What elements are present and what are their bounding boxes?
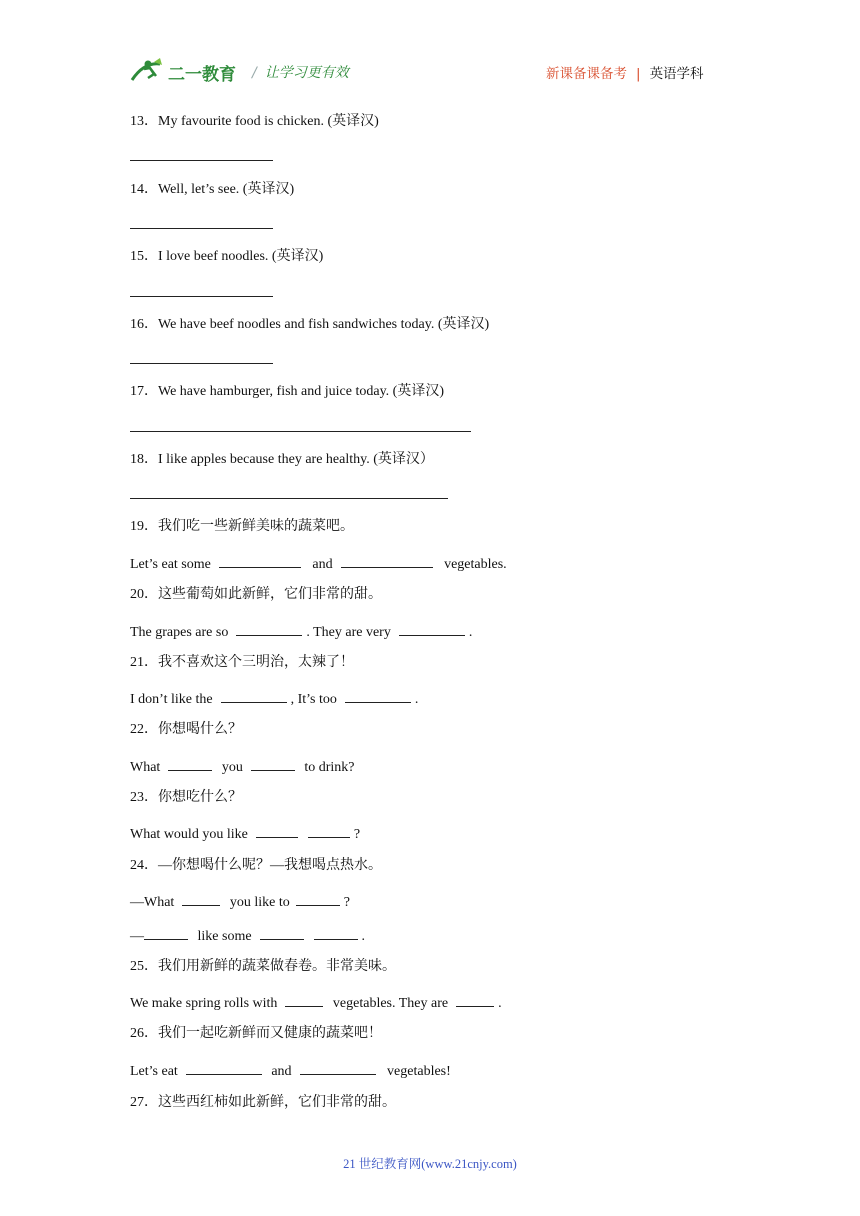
brand-logo: [130, 56, 242, 88]
blank-field[interactable]: [221, 688, 287, 703]
blank-field[interactable]: [456, 992, 494, 1007]
blank-field[interactable]: [399, 621, 465, 636]
question-24-sentence-1: —What you like to ?: [130, 891, 350, 912]
blank-field[interactable]: [182, 891, 220, 906]
answer-line-16: [130, 363, 273, 364]
answer-line-13: [130, 160, 273, 161]
question-24-sentence-2: — like some .: [130, 925, 365, 946]
svg-text:二一教育: 二一教育: [168, 65, 236, 85]
question-16: 16．We have beef noodles and fish sandwiches today. (英译汉): [130, 317, 490, 332]
question-20-sentence: The grapes are so . They are very .: [130, 621, 472, 642]
answer-line-14: [130, 228, 273, 229]
question-21-sentence: I don’t like the , It’s too .: [130, 688, 418, 709]
answer-line-17: [130, 431, 471, 432]
blank-field[interactable]: [345, 688, 411, 703]
question-27: 27．这些西红柿如此新鲜，它们非常的甜。: [130, 1095, 396, 1110]
question-22: 22．你想喝什么？: [130, 722, 242, 737]
blank-field[interactable]: [236, 621, 302, 636]
question-17: 17．We have hamburger, fish and juice today. (英译汉): [130, 384, 445, 399]
question-14: 14．Well, let’s see. (英译汉): [130, 182, 295, 197]
question-24: 24．—你想喝什么呢？—我想喝点热水。: [130, 858, 382, 873]
question-25: 25．我们用新鲜的蔬菜做春卷。非常美味。: [130, 959, 396, 974]
page-header: [0, 0, 860, 100]
blank-field[interactable]: [219, 553, 301, 568]
question-23: 23．你想吃什么？: [130, 790, 242, 805]
question-20: 20．这些葡萄如此新鲜，它们非常的甜。: [130, 587, 382, 602]
question-21: 21．我不喜欢这个三明治，太辣了！: [130, 655, 354, 670]
header-subject: [546, 62, 704, 82]
header-separator: |: [636, 66, 641, 82]
question-26-sentence: Let’s eat and vegetables!: [130, 1060, 451, 1081]
question-23-sentence: What would you like ?: [130, 823, 360, 844]
category-label: 新课备课备考: [546, 66, 627, 82]
question-18: 18．I like apples because they are healthy. (英译汉）: [130, 452, 434, 467]
blank-field[interactable]: [308, 823, 350, 838]
page-footer: 21 世纪教育网(www.21cnjy.com): [343, 1157, 517, 1171]
blank-field[interactable]: [341, 553, 433, 568]
blank-field[interactable]: [314, 925, 358, 940]
blank-field[interactable]: [251, 756, 295, 771]
question-13: 13．My favourite food is chicken. (英译汉): [130, 114, 379, 129]
blank-field[interactable]: [168, 756, 212, 771]
slogan: / 让学习更有效: [252, 65, 349, 81]
blank-field[interactable]: [144, 925, 188, 940]
blank-field[interactable]: [296, 891, 340, 906]
question-26: 26．我们一起吃新鲜而又健康的蔬菜吧！: [130, 1026, 382, 1041]
blank-field[interactable]: [256, 823, 298, 838]
question-25-sentence: We make spring rolls with vegetables. They are .: [130, 992, 502, 1013]
blank-field[interactable]: [285, 992, 323, 1007]
question-15: 15．I love beef noodles. (英译汉): [130, 249, 324, 264]
blank-field[interactable]: [260, 925, 304, 940]
answer-line-15: [130, 296, 273, 297]
blank-field[interactable]: [300, 1060, 376, 1075]
question-19: 19．我们吃一些新鲜美味的蔬菜吧。: [130, 519, 354, 534]
answer-line-18: [130, 498, 448, 499]
question-22-sentence: What you to drink?: [130, 756, 354, 777]
blank-field[interactable]: [186, 1060, 262, 1075]
subject-label: 英语学科: [649, 66, 704, 82]
question-19-sentence: Let’s eat some and vegetables.: [130, 553, 507, 574]
